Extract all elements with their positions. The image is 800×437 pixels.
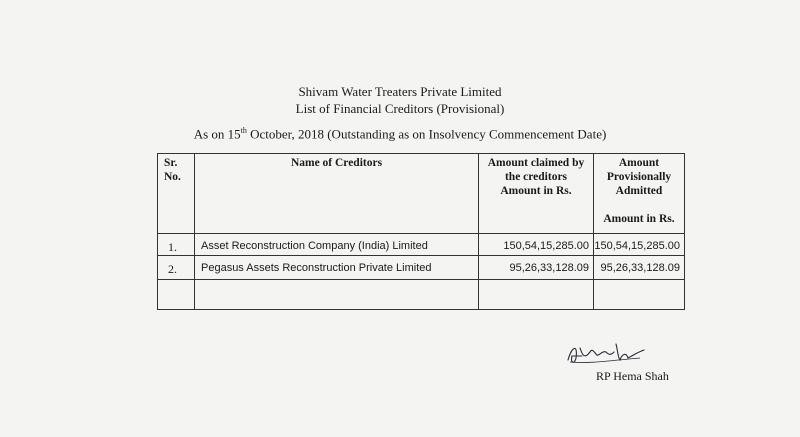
header-name: Name of Creditors [195,154,479,234]
empty-cell [195,280,479,310]
table-row [158,234,685,256]
row-amount-claimed: 95,26,33,128.09 [479,256,594,280]
header-claimed-line1: Amount claimed by [487,157,585,169]
row-sr: 2. [158,256,195,280]
header-claimed-line2: the creditors [504,171,568,183]
header-admitted-line1: Amount [618,157,660,169]
date-suffix: October, 2018 (Outstanding as on Insolvency Commencement Date) [246,126,607,142]
empty-cell [479,280,594,310]
row-amount-claimed: 150,54,15,285.00 [479,234,594,256]
empty-cell [158,280,195,310]
list-title: List of Financial Creditors (Provisional) [295,101,505,116]
header-amount-admitted [594,154,685,234]
date-line [0,126,800,142]
signatory-name: RP Hema Shah [596,369,669,383]
table-header-row [158,154,685,234]
row-creditor-name: Pegasus Assets Reconstruction Private Limited [195,256,479,280]
empty-cell [594,280,685,310]
header-admitted-line4: Amount in Rs. [603,213,675,225]
table-row [158,256,685,280]
company-name: Shivam Water Treaters Private Limited [298,84,502,99]
header-amount-claimed [479,154,594,234]
row-amount-admitted: 95,26,33,128.09 [594,256,685,280]
header-admitted-line3: Admitted [615,185,663,197]
row-sr: 1. [158,234,195,256]
row-amount-admitted: 150,54,15,285.00 [594,234,685,256]
header-sr-line1: Sr. [164,157,178,169]
header-sr-no [158,154,195,234]
creditors-table [157,153,685,310]
header-claimed-line3: Amount in Rs. [500,185,572,197]
row-creditor-name: Asset Reconstruction Company (India) Limited [195,234,479,256]
header-admitted-line2: Provisionally [606,171,672,183]
date-ordinal: th [240,126,247,135]
date-prefix: As on 15 [193,126,241,142]
header-sr-line2: No. [164,171,181,183]
handwritten-signature [560,338,650,368]
table-row-empty [158,280,685,310]
